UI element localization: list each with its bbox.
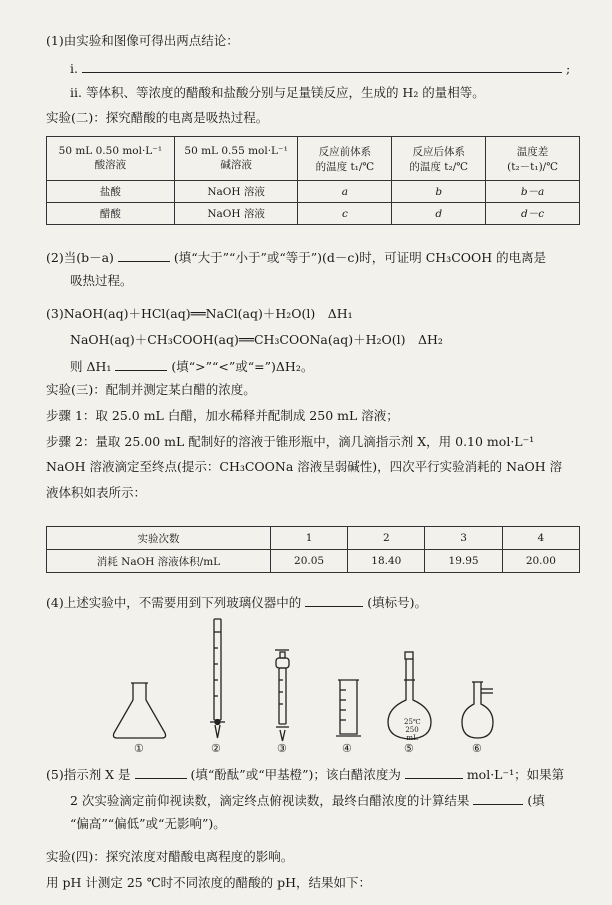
q5-concentration-blank[interactable] <box>405 764 463 779</box>
q5-line1 <box>46 764 564 784</box>
q1-item-i-end: ; <box>565 61 571 76</box>
table-cell: a <box>298 181 392 203</box>
burette-icon <box>210 619 225 738</box>
q5-line3: “偏高”“偏低”或“无影响”)。 <box>70 816 226 831</box>
table-cell: NaOH 溶液 <box>174 203 298 225</box>
table-row <box>47 203 580 225</box>
header-base: 50 mL 0.55 mol·L⁻¹ 碱溶液 <box>174 137 298 181</box>
option-label-3: ③ <box>277 742 287 755</box>
option-label-1: ① <box>134 742 144 755</box>
q3-answer-blank[interactable] <box>115 356 167 371</box>
table-cell: 2 <box>348 527 425 550</box>
table-cell: 18.40 <box>348 550 425 573</box>
q2-line2: 吸热过程。 <box>70 273 133 288</box>
q3-eq1: (3)NaOH(aq)＋HCl(aq)══NaCl(aq)＋H₂O(l) ΔH₁ <box>46 306 353 321</box>
flask-volume-label: 250 mL <box>405 726 419 742</box>
round-bottom-flask-icon <box>462 682 493 738</box>
q3-text2: (填“>”“<”或“=”)ΔH₂。 <box>171 359 314 374</box>
q1-intro: (1)由实验和图像可得出两点结论： <box>46 33 239 48</box>
table-cell: 4 <box>502 527 579 550</box>
volume-label: 消耗 NaOH 溶液体积/mL <box>47 550 271 573</box>
table-row <box>47 527 580 550</box>
flask-temp-label: 25℃ <box>404 718 421 726</box>
dropping-burette-icon <box>275 650 289 741</box>
erlenmeyer-flask-icon <box>113 683 165 738</box>
exp3-step2a: 步骤 2：量取 25.00 mL 配制好的溶液于锥形瓶中，滴几滴指示剂 X，用 0.10 mol·L⁻¹ <box>46 434 535 449</box>
q2-text1: (2)当(b－a) <box>46 250 114 265</box>
q2-line1 <box>46 247 546 267</box>
q3-text1: 则 ΔH₁ <box>70 359 112 374</box>
header-acid: 50 mL 0.50 mol·L⁻¹ 酸溶液 <box>47 137 175 181</box>
q5-line2 <box>70 790 545 810</box>
graduated-cylinder-icon <box>336 680 361 736</box>
q5-text1: (5)指示剂 X 是 <box>46 767 131 782</box>
table-cell: 醋酸 <box>47 203 175 225</box>
q5-indicator-blank[interactable] <box>135 764 187 779</box>
q5-result-blank[interactable] <box>473 790 523 805</box>
q1-item-ii: ⅱ. 等体积、等浓度的醋酸和盐酸分别与足量镁反应，生成的 H₂ 的量相等。 <box>70 85 485 100</box>
exp2-table <box>46 136 580 225</box>
table-row <box>47 550 580 573</box>
exp3-title: 实验(三)：配制并测定某白醋的浓度。 <box>46 382 256 397</box>
q5-text2: (填“酚酞”或“甲基橙”)；该白醋浓度为 <box>190 767 401 782</box>
table-cell: 19.95 <box>425 550 502 573</box>
option-label-6: ⑥ <box>472 742 482 755</box>
q3-eq2: NaOH(aq)＋CH₃COOH(aq)══CH₃COONa(aq)＋H₂O(l) ΔH₂ <box>70 332 443 347</box>
exp4-title: 实验(四)：探究浓度对醋酸电离程度的影响。 <box>46 849 294 864</box>
table-cell: b－a <box>486 181 580 203</box>
q4-text2: (填标号)。 <box>367 595 427 610</box>
q5-text4: 2 次实验滴定前仰视读数，滴定终点俯视读数，最终白醋浓度的计算结果 <box>70 793 470 808</box>
q2-text2: (填“大于”“小于”或“等于”)(d－c)时，可证明 CH₃COOH 的电离是 <box>173 250 547 265</box>
exp3-step2c: 液体积如表所示： <box>46 485 147 500</box>
header-t1: 反应前体系 的温度 t₁/℃ <box>298 137 392 181</box>
exp3-step2b: NaOH 溶液滴定至终点(提示：CH₃COONa 溶液呈弱碱性)，四次平行实验消耗的 NaOH 溶 <box>46 459 563 474</box>
table-cell: 20.05 <box>270 550 347 573</box>
table-cell: b <box>392 181 486 203</box>
q5-text3: mol·L⁻¹；如果第 <box>466 767 565 782</box>
exp3-table <box>46 526 580 573</box>
exp2-title: 实验(二)：探究醋酸的电离是吸热过程。 <box>46 110 269 125</box>
q3-line3 <box>70 356 313 376</box>
table-cell: d <box>392 203 486 225</box>
table-cell: 盐酸 <box>47 181 175 203</box>
table-header-row <box>47 137 580 181</box>
trial-label: 实验次数 <box>47 527 271 550</box>
header-dt: 温度差 (t₂－t₁)/℃ <box>486 137 580 181</box>
flask-mark <box>404 718 420 742</box>
exp4-text: 用 pH 计测定 25 ℃时不同浓度的醋酸的 pH，结果如下： <box>46 875 372 890</box>
table-cell: NaOH 溶液 <box>174 181 298 203</box>
table-cell: 1 <box>270 527 347 550</box>
q4-text1: (4)上述实验中，不需要用到下列玻璃仪器中的 <box>46 595 302 610</box>
option-label-4: ④ <box>342 742 352 755</box>
q1-item-i-label: ⅰ. <box>70 61 78 76</box>
table-cell: d－c <box>486 203 580 225</box>
exp3-step1: 步骤 1：取 25.0 mL 白醋，加水稀释并配制成 250 mL 溶液； <box>46 408 399 423</box>
table-cell: c <box>298 203 392 225</box>
option-label-5: ⑤ <box>404 742 414 755</box>
q4-answer-blank[interactable] <box>305 592 363 607</box>
table-cell: 20.00 <box>502 550 579 573</box>
table-cell: 3 <box>425 527 502 550</box>
q1-item-i <box>70 58 570 78</box>
q2-answer-blank[interactable] <box>118 247 170 262</box>
q5-text5: (填 <box>527 793 545 808</box>
q1-answer-blank[interactable] <box>82 58 562 73</box>
option-label-2: ② <box>211 742 221 755</box>
header-t2: 反应后体系 的温度 t₂/℃ <box>392 137 486 181</box>
q4-line <box>46 592 427 612</box>
table-row <box>47 181 580 203</box>
